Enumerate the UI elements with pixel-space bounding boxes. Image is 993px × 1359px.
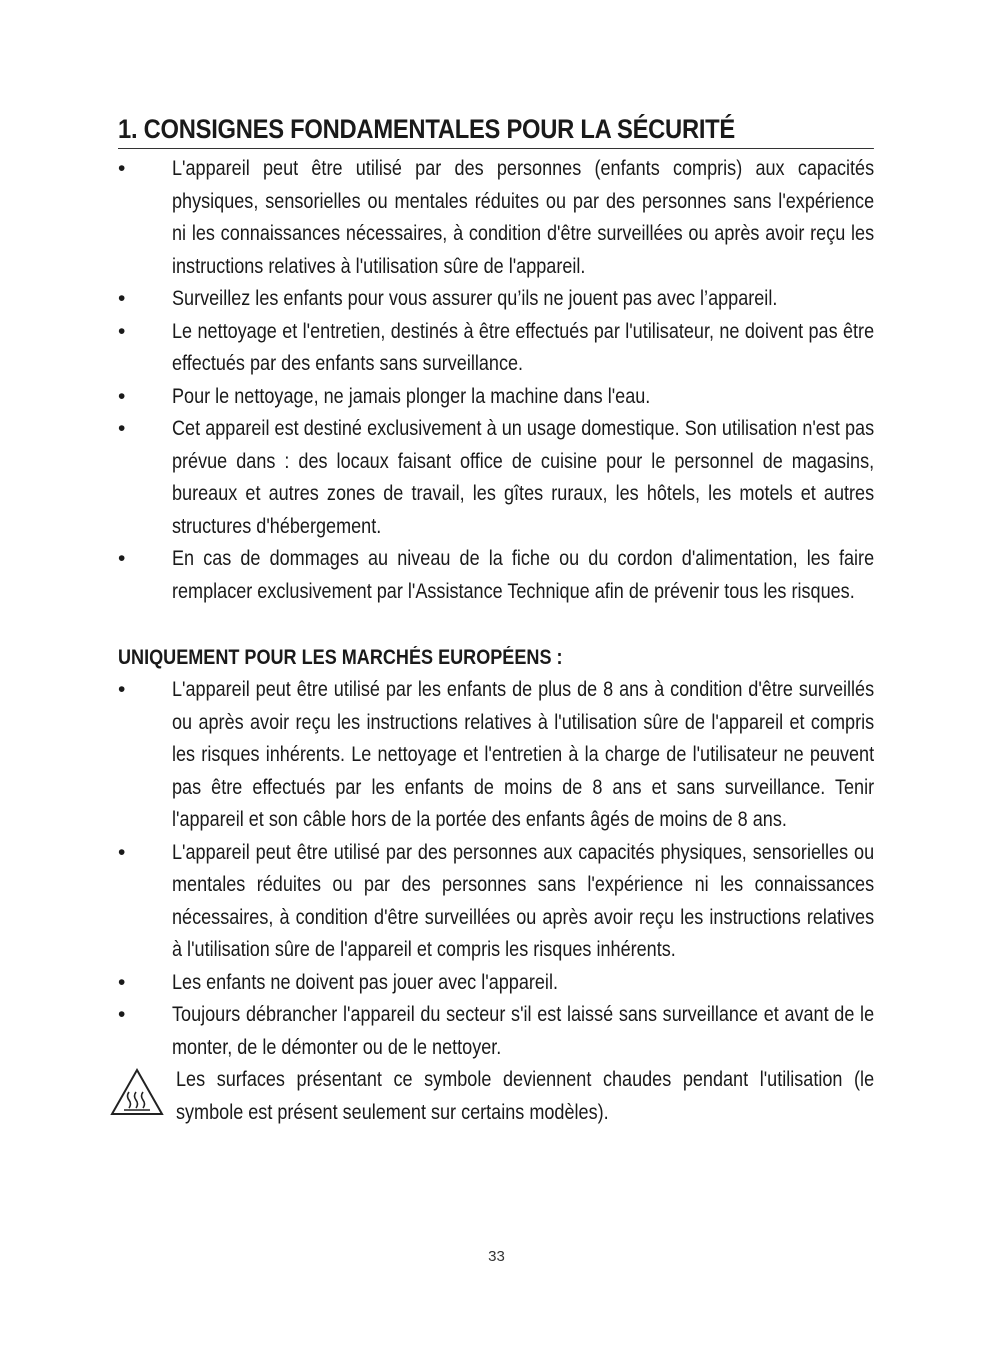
hot-surface-note: Les surfaces présentant ce symbole deviennent chaudes pendant l'utilisation (le symbole est présent seulement sur certains modèles). (118, 1064, 874, 1129)
eu-safety-list (118, 674, 874, 1064)
list-item: • Les enfants ne doivent pas jouer avec l'appareil. (118, 967, 874, 1000)
list-item: • Toujours débrancher l'appareil du secteur s'il est laissé sans surveillance et avant de le monter, de le démonter ou de le nettoyer. (118, 999, 874, 1064)
bullet: • (118, 287, 126, 310)
list-item: • En cas de dommages au niveau de la fiche ou du cordon d'alimentation, les faire remplacer exclusivement par l'Assistance Technique afin de prévenir tous les risques. (118, 543, 874, 608)
page-number: 33 (488, 1248, 505, 1265)
page-content (118, 112, 874, 1129)
list-item: • Cet appareil est destiné exclusivement à un usage domestique. Son utilisation n'est pas prévue dans : des locaux faisant office de cuisine pour le personnel de magasins, bureaux et autres zones de travail, les gîtes ruraux, les hôtels, les motels et autres structures d'hébergement. (118, 413, 874, 543)
list-item: • L'appareil peut être utilisé par des personnes aux capacités physiques, sensorielles ou mentales réduites ou par des personnes sans l'expérience ni les connaissances nécessaires, à condition d'être surveillées ou après avoir reçu les instructions relatives à l'utilisation sûre de l'appareil et compris les risques inhérents. (118, 837, 874, 967)
subsection-title: UNIQUEMENT POUR LES MARCHÉS EUROPÉENS : (118, 646, 563, 669)
bullet: • (118, 384, 126, 408)
list-item: • Surveillez les enfants pour vous assurer qu’ils ne jouent pas avec l’appareil. (118, 283, 874, 316)
bullet: • (118, 157, 126, 180)
bullet: • (118, 678, 126, 701)
list-item: • Le nettoyage et l'entretien, destinés à être effectués par l'utilisateur, ne doivent pas être effectués par des enfants sans surveillance. (118, 316, 874, 381)
section-title: 1. CONSIGNES FONDAMENTALES POUR LA SÉCURITÉ (118, 112, 874, 149)
list-item: • Pour le nettoyage, ne jamais plonger la machine dans l'eau. (118, 381, 874, 414)
safety-list (118, 153, 874, 608)
bullet: • (118, 319, 126, 343)
bullet: • (118, 970, 126, 994)
list-item: • L'appareil peut être utilisé par les enfants de plus de 8 ans à condition d'être surveillés ou après avoir reçu les instructions relatives à l'utilisation sûre de l'appareil et compris les risques inhérents. Le nettoyage et l'entretien à la charge de l'utilisateur ne peuvent pas être effectués par les enfants de moins de 8 ans et sans surveillance. Tenir l'appareil et son câble hors de la portée des enfants âgés de moins de 8 ans. (118, 674, 874, 837)
list-item: • L'appareil peut être utilisé par des personnes (enfants compris) aux capacités physiques, sensorielles ou mentales réduites ou par des personnes sans l'expérience ni les connaissances nécessaires, à condition d'être surveillées ou après avoir reçu les instructions relatives à l'utilisation sûre de l'appareil. (118, 153, 874, 283)
bullet: • (118, 1003, 126, 1026)
bullet: • (118, 840, 126, 864)
bullet: • (118, 417, 126, 440)
bullet: • (118, 547, 126, 570)
hot-surface-warning-icon (108, 1064, 166, 1118)
